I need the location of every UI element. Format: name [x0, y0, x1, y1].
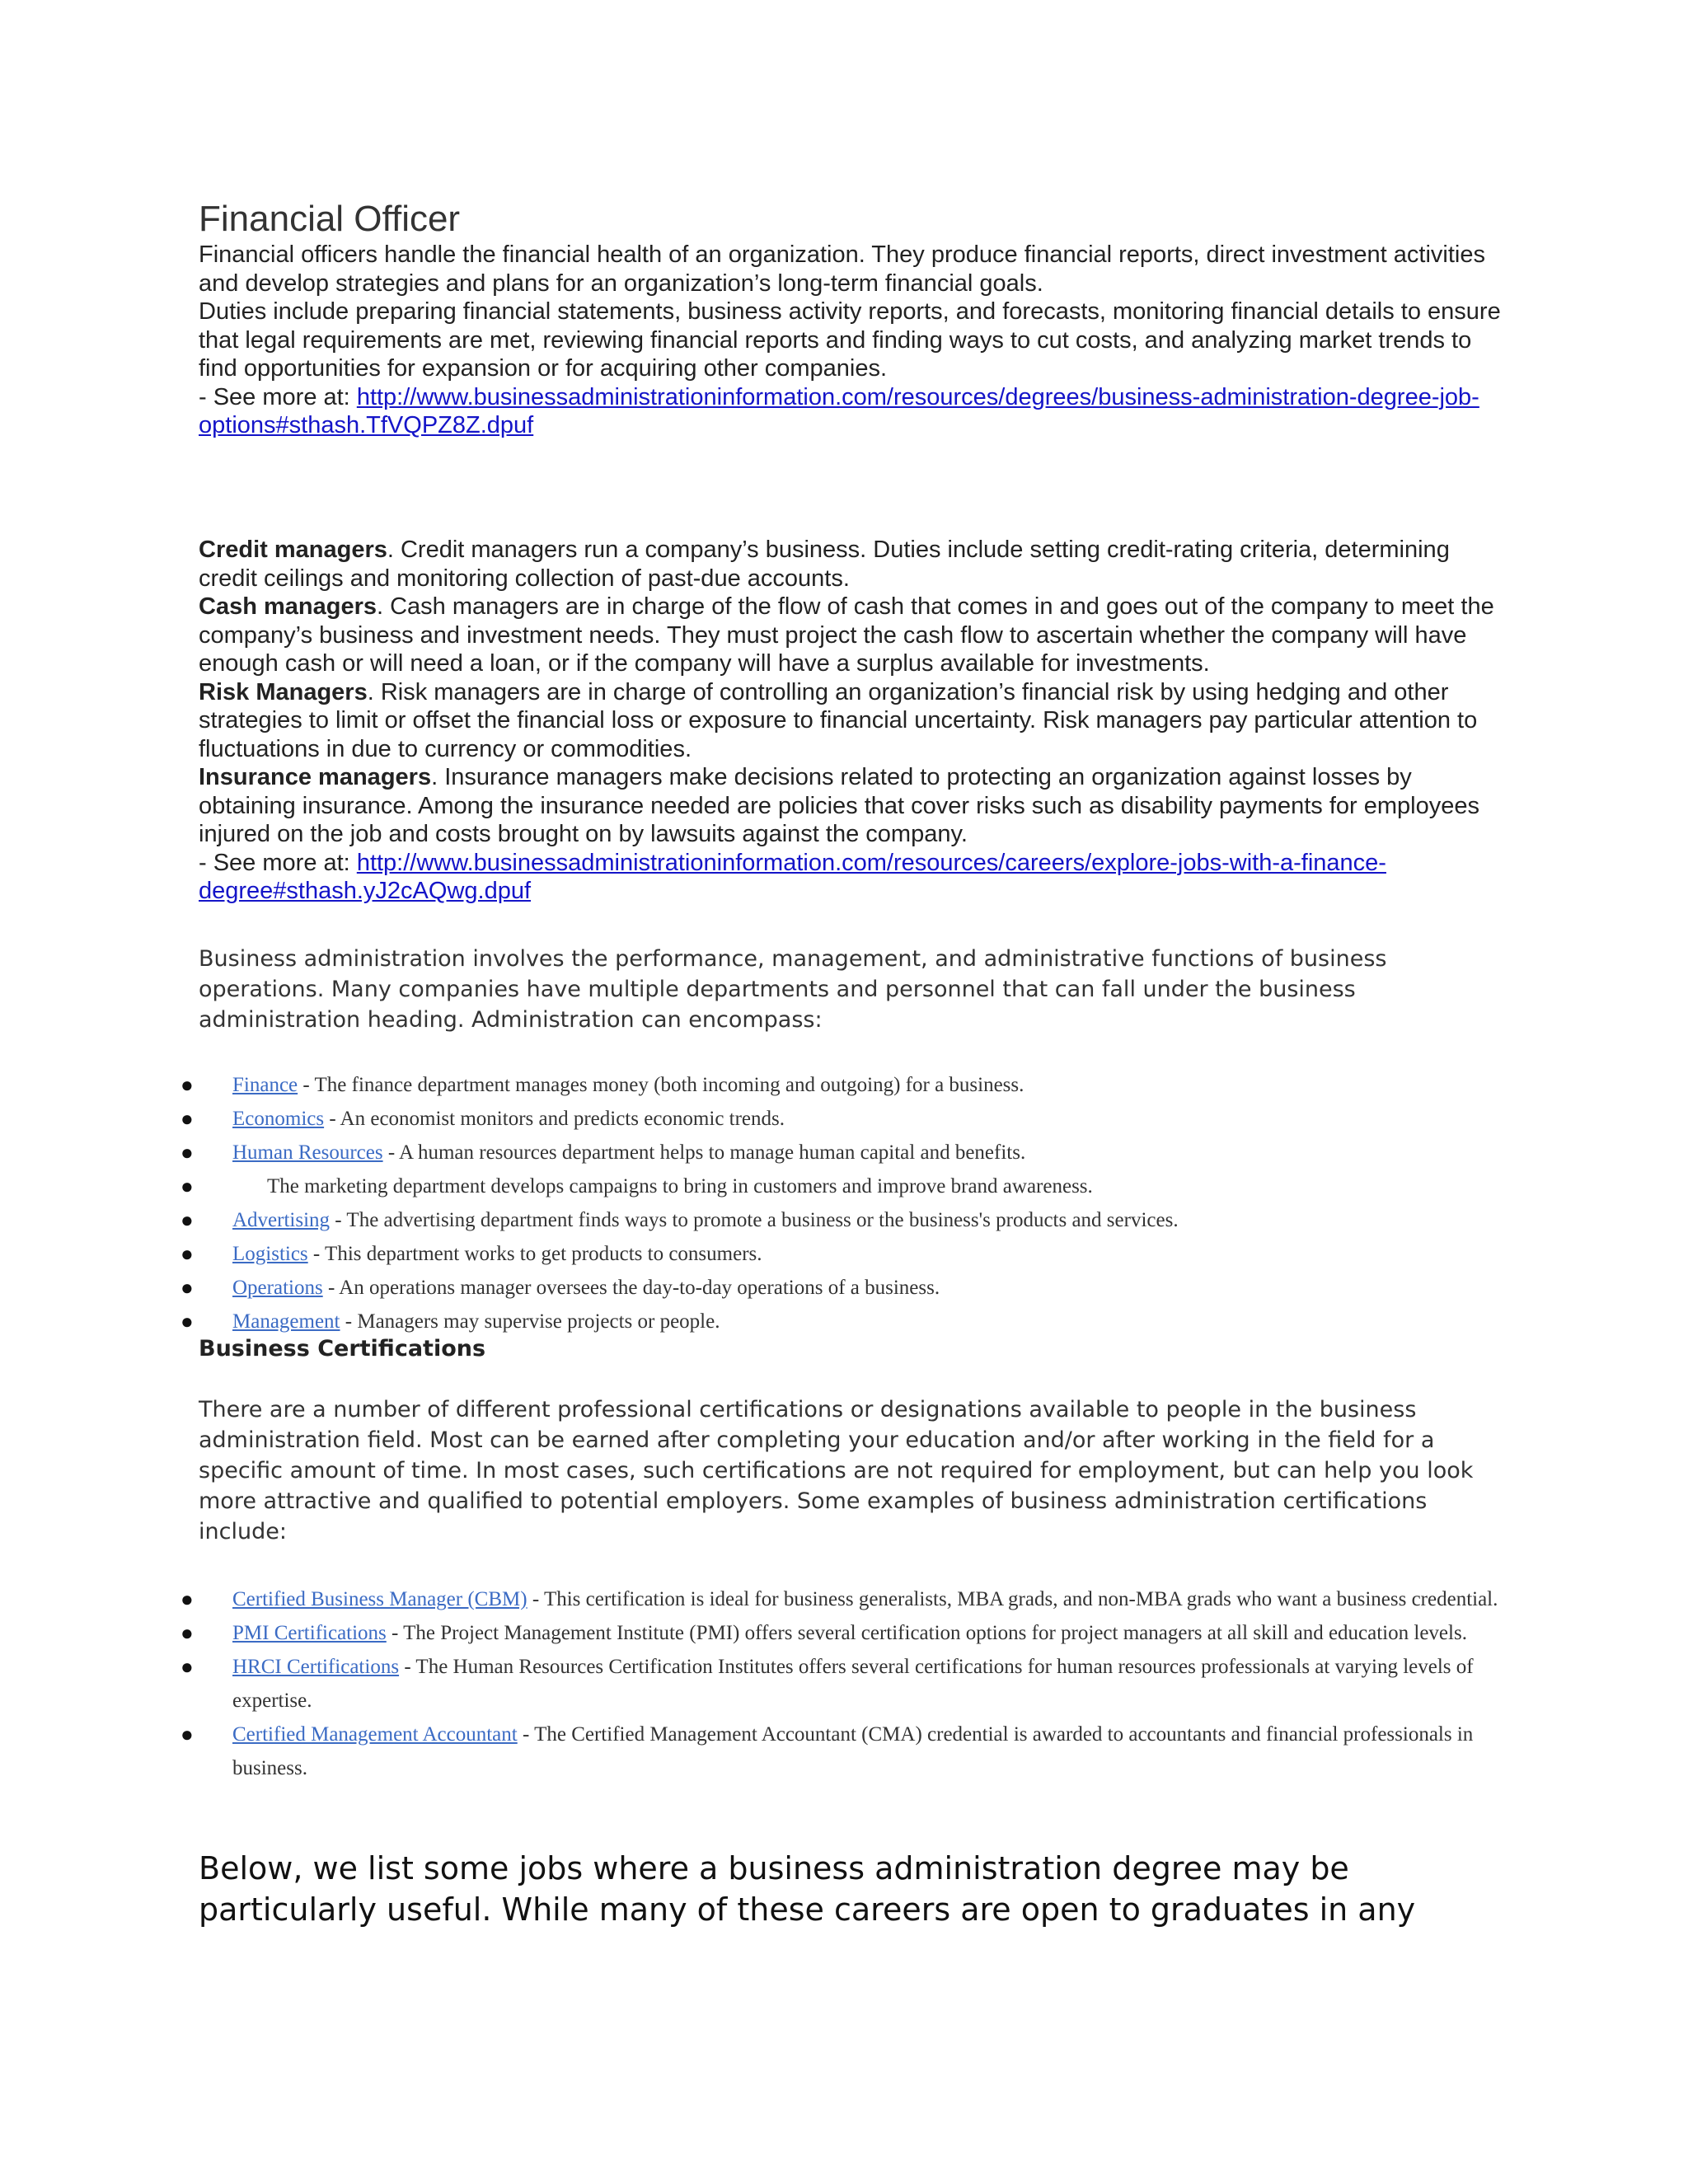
list-item — [181, 1203, 1501, 1237]
logistics-link[interactable]: Logistics — [232, 1243, 308, 1265]
credit-managers-paragraph — [199, 536, 1501, 593]
bullet-icon: ● — [181, 1174, 194, 1198]
bullet-icon: ● — [181, 1073, 194, 1097]
operations-link[interactable]: Operations — [232, 1277, 323, 1299]
list-item-text: - A human resources department helps to manage human capital and benefits. — [382, 1141, 1026, 1164]
management-link[interactable]: Management — [232, 1310, 340, 1333]
list-item-text: The marketing department develops campaigns to bring in customers and improve brand awareness. — [267, 1175, 1093, 1197]
list-item-text: - The Project Management Institute (PMI) offers several certification options for project managers at all skill and education levels. — [386, 1622, 1467, 1644]
bullet-icon: ● — [181, 1655, 194, 1679]
financial-officer-section — [199, 198, 1501, 440]
list-item — [181, 1616, 1501, 1650]
admin-functions-list-container — [181, 1068, 1501, 1338]
list-item-text: - An operations manager oversees the day-to-day operations of a business. — [322, 1277, 940, 1299]
certifications-intro-section — [199, 1394, 1501, 1547]
bullet-icon: ● — [181, 1621, 194, 1645]
list-item-text: - This certification is ideal for business generalists, MBA grads, and non-MBA grads who want a business credential. — [527, 1588, 1498, 1610]
bullet-icon: ● — [181, 1141, 194, 1165]
certifications-heading: Business Certifications — [199, 1336, 486, 1361]
certifications-list — [181, 1582, 1501, 1785]
bullet-icon: ● — [181, 1722, 194, 1746]
list-item — [181, 1169, 1501, 1203]
fo-see-more — [199, 383, 1501, 440]
cma-link[interactable]: Certified Management Accountant — [232, 1723, 518, 1746]
term: Risk Managers — [199, 678, 368, 705]
list-item — [181, 1102, 1501, 1136]
description: . Risk managers are in charge of controlling an organization’s financial risk by using hedging and other strategies to limit or offset the financial loss or exposure to financial uncertainty. Risk managers pay particular attention to fluctuations in due to currency or commodities. — [199, 678, 1478, 762]
list-item — [181, 1068, 1501, 1102]
bullet-icon: ● — [181, 1587, 194, 1611]
managers-see-more — [199, 849, 1501, 906]
bullet-icon: ● — [181, 1208, 194, 1232]
term: Credit managers — [199, 537, 387, 563]
insurance-managers-paragraph — [199, 763, 1501, 849]
list-item — [181, 1237, 1501, 1271]
admin-intro-section — [199, 944, 1501, 1035]
certifications-intro-paragraph: There are a number of different professional certifications or designations available to people in the business administration field. Most can be earned after completing your education and/or after working in the field for a specific amount of time. In most cases, such certifications are not required for employment, but can help you look more attractive and qualified to potential employers. Some examples of business administration certifications include: — [199, 1397, 1474, 1544]
see-more-link[interactable]: http://www.businessadministrationinformation.com/resources/degrees/business-administration-degree-job-options#sthash.TfVQPZ8Z.dpuf — [199, 383, 1479, 438]
cbm-link[interactable]: Certified Business Manager (CBM) — [232, 1588, 528, 1610]
list-item-text: - The finance department manages money (both incoming and outgoing) for a business. — [298, 1074, 1025, 1096]
see-more-link[interactable]: http://www.businessadministrationinformation.com/resources/careers/explore-jobs-with-a-finance-degree#sthash.yJ2cAQwg.dpuf — [199, 849, 1386, 904]
economics-link[interactable]: Economics — [232, 1108, 325, 1130]
closing-paragraph: Below, we list some jobs where a business administration degree may be particularly useful. While many of these careers are open to graduates in any — [199, 1850, 1416, 1928]
term: Cash managers — [199, 593, 377, 620]
list-item — [181, 1650, 1501, 1718]
bullet-icon: ● — [181, 1310, 194, 1333]
hrci-link[interactable]: HRCI Certifications — [232, 1656, 400, 1678]
certifications-list-container — [181, 1582, 1501, 1785]
see-more-prefix: - See more at: — [199, 383, 357, 410]
admin-intro-paragraph: Business administration involves the performance, management, and administrative functions of business operations. Many companies have multiple departments and personnel that can fall under the business administration heading. Administration can encompass: — [199, 946, 1387, 1033]
list-item-text: - This department works to get products to consumers. — [307, 1243, 762, 1265]
list-item-text: - The Human Resources Certification Institutes offers several certifications for human resources professionals at varying levels of expertise. — [232, 1656, 1474, 1712]
term: Insurance managers — [199, 764, 432, 790]
list-item-text: - An economist monitors and predicts economic trends. — [324, 1108, 785, 1130]
list-item — [181, 1582, 1501, 1616]
cash-managers-paragraph — [199, 593, 1501, 678]
fo-paragraph-1: Financial officers handle the financial health of an organization. They produce financial reports, direct investment activities and develop strategies and plans for an organization’s long-term financial goals. — [199, 241, 1485, 297]
pmi-link[interactable]: PMI Certifications — [232, 1622, 387, 1644]
list-item — [181, 1271, 1501, 1305]
description: . Credit managers run a company’s business. Duties include setting credit-rating criteria, determining credit ceilings and monitoring collection of past-due accounts. — [199, 537, 1450, 592]
bullet-icon: ● — [181, 1107, 194, 1131]
list-item — [181, 1136, 1501, 1169]
bullet-icon: ● — [181, 1242, 194, 1266]
bullet-icon: ● — [181, 1276, 194, 1300]
description: . Cash managers are in charge of the flow of cash that comes in and goes out of the company to meet the company’s business and investment needs. They must project the cash flow to ascertain whether the company will have enough cash or will need a loan, or if the company will have a surplus available for investments. — [199, 593, 1494, 677]
managers-section — [199, 536, 1501, 906]
finance-link[interactable]: Finance — [232, 1074, 298, 1096]
fo-paragraph-2: Duties include preparing financial statements, business activity reports, and forecasts, monitoring financial details to ensure that legal requirements are met, reviewing financial reports and finding ways to cut costs, and analyzing market trends to find opportunities for expansion or for acquiring other companies. — [199, 298, 1501, 382]
list-item-text: - The advertising department finds ways to promote a business or the business's products and services. — [330, 1209, 1179, 1231]
admin-functions-list — [181, 1068, 1501, 1338]
description: . Insurance managers make decisions related to protecting an organization against losses by obtaining insurance. Among the insurance needed are policies that cover risks such as disability payments for employees injured on the job and costs brought on by lawsuits against the company. — [199, 764, 1479, 847]
list-item-text: - Managers may supervise projects or people. — [340, 1310, 720, 1333]
risk-managers-paragraph — [199, 678, 1501, 764]
human-resources-link[interactable]: Human Resources — [232, 1141, 383, 1164]
page-title: Financial Officer — [199, 199, 461, 239]
list-item — [181, 1718, 1501, 1785]
advertising-link[interactable]: Advertising — [232, 1209, 331, 1231]
see-more-prefix: - See more at: — [199, 849, 357, 876]
list-item-text: - The Certified Management Accountant (CMA) credential is awarded to accountants and financial professionals in business. — [232, 1723, 1474, 1779]
